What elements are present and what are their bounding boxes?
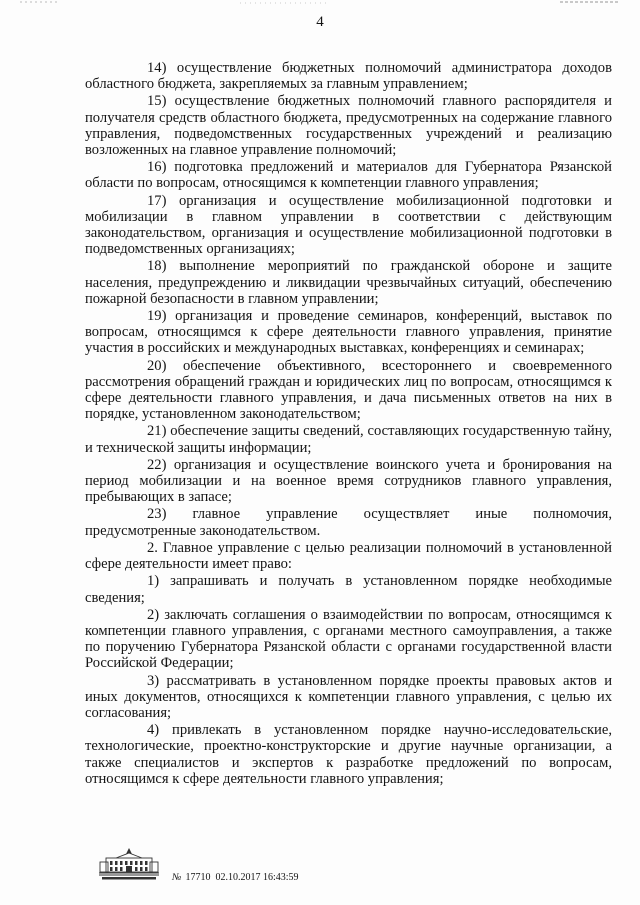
building-stamp-icon: [96, 846, 162, 882]
document-body: [85, 60, 612, 788]
scan-edge-marks: [0, 0, 640, 6]
list-item: 16) подготовка предложений и материалов для Губернатора Рязанской области по вопросам, относящимся к компетенции главного управления;: [85, 159, 612, 192]
list-item: 2) заключать соглашения о взаимодействии по вопросам, относящимся к компетенции главного управления, с органами местного самоуправления, а также по поручению Губернатора Рязанской области с органами государственной власти Российской Федерации;: [85, 606, 612, 672]
list-item: 14) осуществление бюджетных полномочий администратора доходов областного бюджета, закрепляемых за главным управлением;: [85, 60, 612, 93]
list-item: 19) организация и проведение семинаров, конференций, выставок по вопросам, относящимся к сфере деятельности главного управления, принятие участия в российских и международных выставках, конференциях и семинарах;: [85, 308, 612, 357]
list-item: 3) рассматривать в установленном порядке проекты правовых актов и иных документов, относящихся к компетенции главного управления, с целью их согласования;: [85, 672, 612, 721]
list-item: 23) главное управление осуществляет иные полномочия, предусмотренные законодательством.: [85, 506, 612, 539]
document-registration-stamp: [172, 872, 299, 883]
list-item: 21) обеспечение защиты сведений, составляющих государственную тайну, и технической защиты информации;: [85, 423, 612, 456]
list-item: 22) организация и осуществление воинского учета и бронирования на период мобилизации и на военное время сотрудников главного управления, пребывающих в запасе;: [85, 456, 612, 506]
document-footer: [96, 842, 496, 892]
number-sign: №: [172, 872, 182, 883]
list-item: 15) осуществление бюджетных полномочий главного распорядителя и получателя средств областного бюджета, предусмотренных на содержание главного управления, подведомственных государственных учреждений и реализацию возложенных на главное управление полномочий;: [85, 93, 612, 159]
document-number: 17710: [185, 872, 211, 883]
document-timestamp: 02.10.2017 16:43:59: [215, 872, 299, 883]
section-heading: 2. Главное управление с целью реализации полномочий в установленной сфере деятельности имеет право:: [85, 539, 612, 573]
list-item: 17) организация и осуществление мобилизационной подготовки и мобилизации в главном управлении в соответствии с действующим законодательством, организация и осуществление мобилизационной подготовки в подведомственных организациях;: [85, 192, 612, 258]
page-number: 4: [316, 14, 324, 30]
list-item: 20) обеспечение объективного, всестороннего и своевременного рассмотрения обращений граждан и юридических лиц по вопросам, относящимся к сфере деятельности главного управления, и дача письменных ответов на них в порядке, установленном законодательством;: [85, 357, 612, 423]
list-item: 1) запрашивать и получать в установленном порядке необходимые сведения;: [85, 573, 612, 606]
list-item: 18) выполнение мероприятий по гражданской обороне и защите населения, предупреждению и ликвидации чрезвычайных ситуаций, обеспечению пожарной безопасности в главном управлении;: [85, 258, 612, 307]
list-item: 4) привлекать в установленном порядке научно-исследовательские, технологические, проектно-конструкторские и другие научные организации, а также специалистов и экспертов к разработке предложений по вопросам, относящимся к сфере деятельности главного управления;: [85, 722, 612, 787]
